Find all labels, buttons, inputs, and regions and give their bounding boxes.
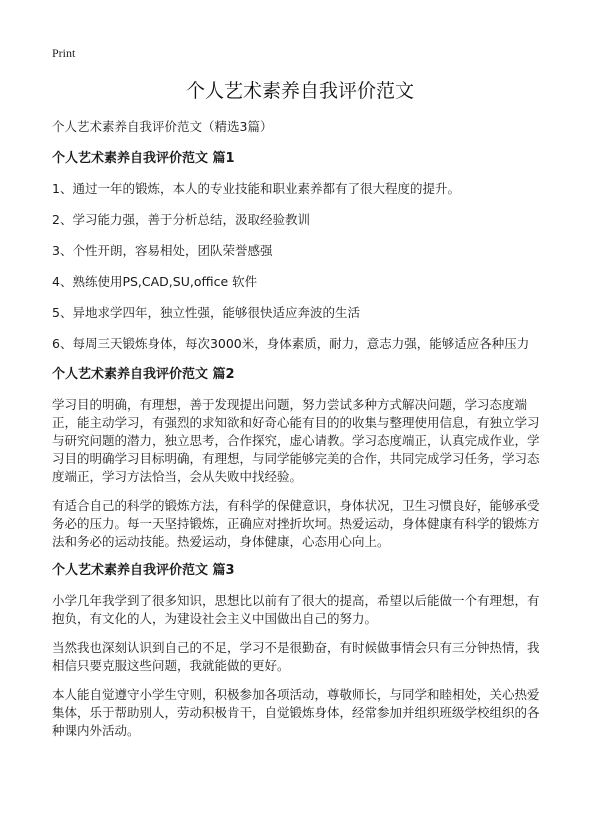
paragraph: 学习目的明确，有理想，善于发现提出问题，努力尝试多种方式解决问题，学习态度端正，能主动学习，有强烈的求知欲和好奇心能有目的的收集与整理使用信息，有独立学习与研究问题的潜力，独立思考，合作探究，虚心请教。学习态度端正，认真完成作业，学习目的明确学习目标明确，有理想，与同学能够完美的合作，共同完成学习任务，学习态度端正，学习方法恰当，会从失败中找经验。	[52, 397, 540, 484]
paragraph: 当然我也深刻认识到自己的不足，学习不是很勤奋，有时候做事情会只有三分钟热情，我相信只要克服这些问题，我就能做的更好。	[52, 640, 540, 673]
list-item: 1、通过一年的锻炼，本人的专业技能和职业素养都有了很大程度的提升。	[52, 181, 460, 196]
section-3	[52, 562, 548, 740]
document-body	[52, 118, 548, 751]
list-item: 3、个性开朗，容易相处，团队荣誉感强	[52, 243, 273, 258]
page-title: 个人艺术素养自我评价范文	[185, 80, 414, 102]
section-heading: 个人艺术素养自我评价范文 篇1	[52, 151, 235, 166]
list-item: 2、学习能力强，善于分析总结，汲取经验教训	[52, 212, 310, 227]
paragraph: 小学几年我学到了很多知识，思想比以前有了很大的提高，希望以后能做一个有理想，有抱负，有文化的人，为建设社会主义中国做出自己的努力。	[52, 593, 540, 626]
section-heading: 个人艺术素养自我评价范文 篇3	[52, 563, 235, 578]
section-heading: 个人艺术素养自我评价范文 篇2	[52, 367, 235, 382]
list-item: 6、每周三天锻炼身体，每次3000米，身体素质，耐力，意志力强，能够适应各种压力	[52, 336, 530, 351]
print-link[interactable]: Print	[52, 46, 76, 60]
paragraph: 有适合自己的科学的锻炼方法，有科学的保健意识，身体状况，卫生习惯良好，能够承受务必的压力。每一天坚持锻炼，正确应对挫折坎坷。热爱运动，身体健康有科学的锻炼方法和务必的运动技能。热爱运动，身体健康，心态用心向上。	[52, 498, 540, 549]
list-item: 4、熟练使用PS,CAD,SU,office 软件	[52, 274, 258, 289]
section-2	[52, 366, 548, 551]
paragraph: 本人能自觉遵守小学生守则，积极参加各项活动，尊敬师长，与同学和睦相处，关心热爱集体，乐于帮助别人，劳动积极肯干，自觉锻炼身体，经常参加并组织班级学校组织的各种课内外活动。	[52, 687, 540, 738]
list-item: 5、异地求学四年，独立性强，能够很快适应奔波的生活	[52, 305, 360, 320]
section-1	[52, 150, 548, 353]
document-subtitle: 个人艺术素养自我评价范文（精选3篇）	[52, 119, 273, 134]
